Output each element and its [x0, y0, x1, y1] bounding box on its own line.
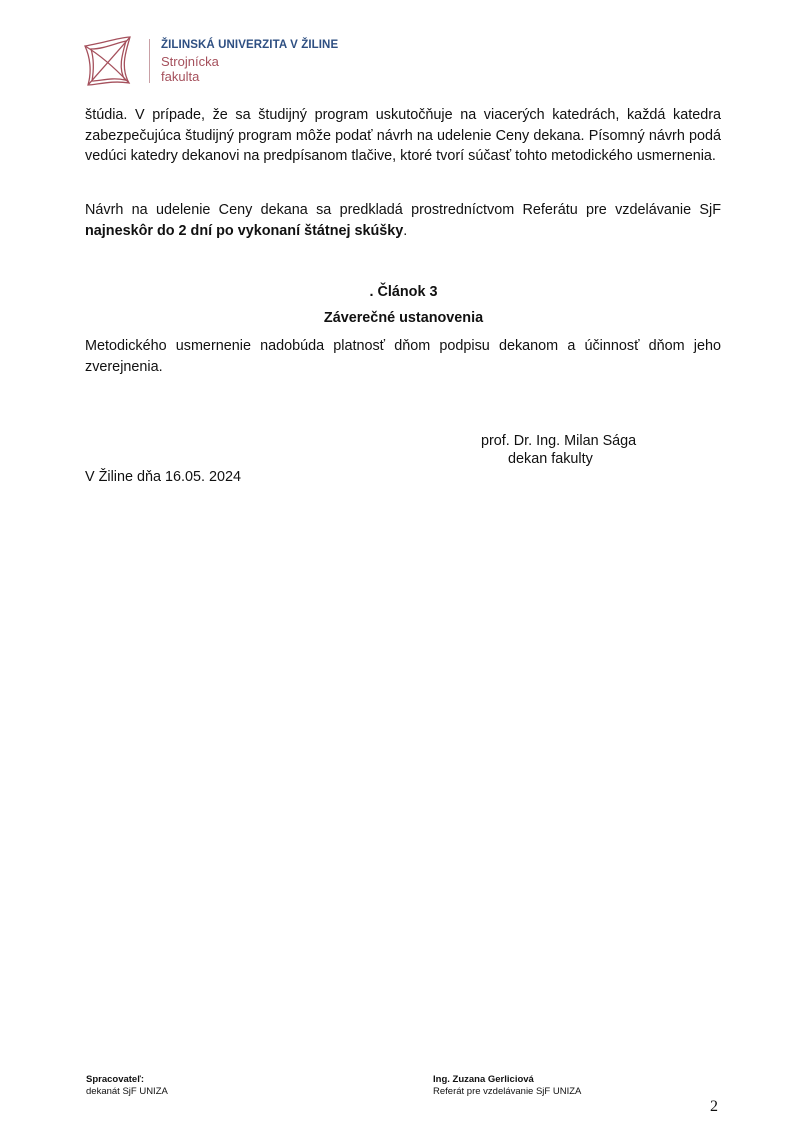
place-date: V Žiline dňa 16.05. 2024 [85, 469, 242, 485]
footer-left-value: dekanát SjF UNIZA [86, 1085, 168, 1097]
footer-contact [433, 1074, 581, 1097]
faculty-name [161, 54, 281, 84]
paragraph-2 [85, 200, 721, 241]
footer-prepared-by [86, 1074, 168, 1097]
paragraph-2-text: Návrh na udelenie Ceny dekana sa predkladá prostredníctvom Referátu pre vzdelávanie SjF [85, 202, 721, 218]
signatory-name: prof. Dr. Ing. Milan Sága [481, 433, 637, 449]
article-title: Záverečné ustanovenia [323, 310, 484, 326]
footer-right-value: Referát pre vzdelávanie SjF UNIZA [433, 1085, 582, 1097]
university-logo-icon [82, 33, 138, 89]
footer-right-label: Ing. Zuzana Gerliciová [433, 1074, 534, 1085]
faculty-name-line2: fakulta [161, 69, 200, 84]
signatory-role: dekan fakulty [508, 451, 593, 467]
university-name: ŽILINSKÁ UNIVERZITA V ŽILINE [161, 39, 339, 51]
footer-left-label: Spracovateľ: [86, 1074, 145, 1085]
article-number: . Článok 3 [369, 284, 438, 300]
paragraph-2-deadline: najneskôr do 2 dní po vykonaní štátnej skúšky [85, 222, 404, 239]
faculty-name-line1: Strojnícka [161, 54, 219, 69]
paragraph-3: Metodického usmernenie nadobúda platnosť dňom podpisu dekanom a účinnosť dňom jeho zverejnenia. [85, 338, 721, 375]
paragraph-2-end: . [403, 222, 408, 239]
header-divider [149, 39, 150, 83]
page-number: 2 [710, 1098, 718, 1115]
paragraph-1: štúdia. V prípade, že sa študijný program uskutočňuje na viacerých katedrách, každá katedra zabezpečujúca študijný program môže podať návrh na udelenie Ceny dekana. Písomný návrh podá vedúci katedry dekanovi na predpísanom tlačive, ktoré tvorí súčasť tohto metodického usmernenia. [85, 107, 721, 164]
